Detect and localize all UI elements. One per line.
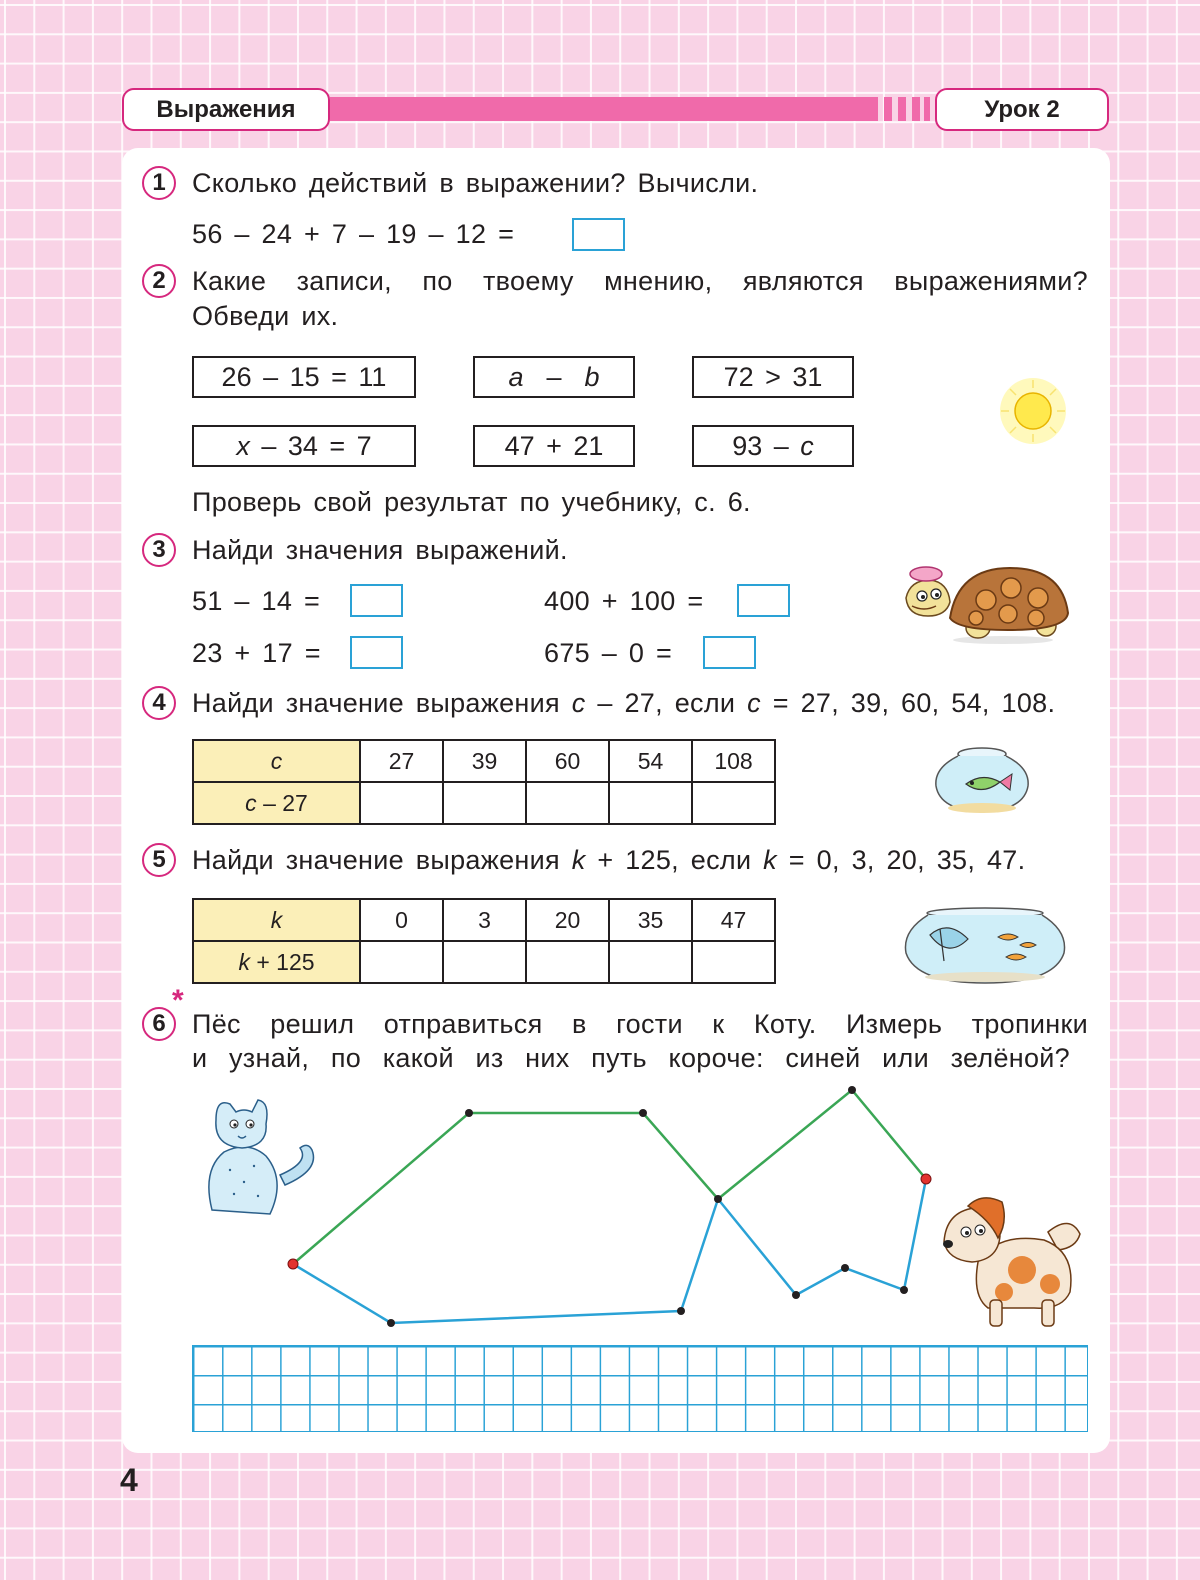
record-text: – 34 = 7 bbox=[261, 430, 372, 461]
variable-k: k bbox=[763, 845, 777, 875]
table-cell: 35 bbox=[609, 899, 692, 941]
table-cell: 39 bbox=[443, 740, 526, 782]
answer-cell[interactable] bbox=[609, 782, 692, 824]
variable-k: k bbox=[238, 948, 250, 975]
header-text: + 125 bbox=[256, 948, 315, 975]
table-header-cell bbox=[193, 740, 360, 782]
answer-cell[interactable] bbox=[692, 782, 775, 824]
header-bar bbox=[330, 97, 878, 121]
task-1-number: 1 bbox=[142, 166, 176, 200]
task-3-expr-1: 51 – 14 = bbox=[192, 586, 321, 616]
answer-cell[interactable] bbox=[360, 782, 443, 824]
task-1-answer-box[interactable] bbox=[572, 218, 625, 251]
task-1-expression: 56 – 24 + 7 – 19 – 12 = bbox=[192, 219, 515, 249]
question-text: + 125, если bbox=[597, 845, 752, 875]
task-6-question-line1: Пёс решил отправиться в гости к Коту. Измерь тропинки bbox=[192, 1009, 1088, 1039]
variable-k: k bbox=[270, 906, 283, 933]
record-box-6[interactable] bbox=[692, 425, 854, 467]
task-3-answer-box-2[interactable] bbox=[737, 584, 790, 617]
table-header-cell bbox=[193, 782, 360, 824]
table-cell: 60 bbox=[526, 740, 609, 782]
turtle-illustration bbox=[898, 558, 1073, 648]
header-stripe bbox=[912, 97, 920, 121]
variable-a: a bbox=[508, 361, 524, 392]
record-text: 47 + 21 bbox=[504, 430, 604, 461]
variable-b: b bbox=[584, 361, 600, 392]
record-box-4[interactable] bbox=[192, 425, 416, 467]
question-text: = 0, 3, 20, 35, 47. bbox=[788, 845, 1026, 875]
table-row bbox=[193, 740, 775, 782]
task-3-answer-box-4[interactable] bbox=[703, 636, 756, 669]
table-cell: 54 bbox=[609, 740, 692, 782]
variable-k: k bbox=[571, 845, 586, 875]
table-row bbox=[193, 782, 775, 824]
question-text: Найди значение выражения bbox=[192, 688, 560, 718]
aquarium-illustration bbox=[900, 905, 1070, 987]
table-cell: 0 bbox=[360, 899, 443, 941]
variable-x: x bbox=[236, 430, 250, 461]
question-text: Найди значение выражения bbox=[192, 845, 560, 875]
task-4-question bbox=[192, 686, 1055, 720]
task-3-expr-4: 675 – 0 = bbox=[544, 638, 673, 668]
answer-cell[interactable] bbox=[692, 941, 775, 983]
task-6-number: 6 bbox=[142, 1007, 176, 1041]
record-text: 72 > 31 bbox=[723, 361, 823, 392]
answer-cell[interactable] bbox=[360, 941, 443, 983]
header-stripe bbox=[924, 97, 930, 121]
question-text: – 27, если bbox=[597, 688, 736, 718]
task-2-number: 2 bbox=[142, 264, 176, 298]
lesson-title: Урок 2 bbox=[935, 88, 1109, 131]
task-5-table bbox=[192, 898, 776, 984]
record-box-2[interactable] bbox=[473, 356, 635, 398]
table-row bbox=[193, 899, 775, 941]
record-text: 93 – bbox=[732, 430, 789, 461]
table-cell: 27 bbox=[360, 740, 443, 782]
table-row bbox=[193, 941, 775, 983]
record-text: 26 – 15 = 11 bbox=[221, 361, 387, 392]
operator: – bbox=[546, 361, 562, 392]
answer-cell[interactable] bbox=[526, 941, 609, 983]
topic-title: Выражения bbox=[122, 88, 330, 131]
table-cell: 47 bbox=[692, 899, 775, 941]
answer-cell[interactable] bbox=[443, 941, 526, 983]
question-text: = 27, 39, 60, 54, 108. bbox=[772, 688, 1056, 718]
task-3-expr-3: 23 + 17 = bbox=[192, 638, 321, 668]
task-2-question: Какие записи, по твоему мнению, являются выражениями? bbox=[192, 266, 1088, 296]
task-3-answer-box-3[interactable] bbox=[350, 636, 403, 669]
star-mark: * bbox=[172, 984, 184, 1017]
answer-cell[interactable] bbox=[443, 782, 526, 824]
task-3-expr-2: 400 + 100 = bbox=[544, 586, 704, 616]
variable-c: c bbox=[245, 789, 257, 816]
task-4-table bbox=[192, 739, 776, 825]
task-3-question: Найди значения выражений. bbox=[192, 535, 568, 565]
task-2-question-line2: Обведи их. bbox=[192, 301, 339, 331]
task-5-question bbox=[192, 843, 1025, 877]
task-4-number: 4 bbox=[142, 686, 176, 720]
answer-cell[interactable] bbox=[526, 782, 609, 824]
table-header-cell bbox=[193, 941, 360, 983]
task-1-question: Сколько действий в выражении? Вычисли. bbox=[192, 168, 759, 198]
fishbowl-illustration bbox=[930, 744, 1040, 816]
variable-c: c bbox=[800, 430, 814, 461]
record-box-1[interactable] bbox=[192, 356, 416, 398]
variable-c: c bbox=[270, 747, 283, 774]
table-cell: 108 bbox=[692, 740, 775, 782]
table-cell: 20 bbox=[526, 899, 609, 941]
header-stripe bbox=[884, 97, 892, 121]
task-2-check: Проверь свой результат по учебнику, с. 6. bbox=[192, 487, 751, 517]
answer-cell[interactable] bbox=[609, 941, 692, 983]
variable-c: c bbox=[747, 688, 761, 718]
header-stripe bbox=[898, 97, 906, 121]
record-box-5[interactable] bbox=[473, 425, 635, 467]
task-3-number: 3 bbox=[142, 533, 176, 567]
table-cell: 3 bbox=[443, 899, 526, 941]
sun-icon bbox=[995, 376, 1071, 446]
header-text: – 27 bbox=[263, 789, 308, 816]
task-5-number: 5 bbox=[142, 843, 176, 877]
page-number: 4 bbox=[120, 1462, 138, 1498]
cat-illustration bbox=[200, 1090, 325, 1220]
variable-c: c bbox=[571, 688, 586, 718]
dog-illustration bbox=[938, 1192, 1088, 1332]
record-box-3[interactable] bbox=[692, 356, 854, 398]
answer-grid[interactable] bbox=[192, 1345, 1088, 1432]
table-header-cell bbox=[193, 899, 360, 941]
task-6-question-line2: и узнай, по какой из них путь короче: синей или зелёной? bbox=[192, 1043, 1070, 1073]
task-3-answer-box-1[interactable] bbox=[350, 584, 403, 617]
